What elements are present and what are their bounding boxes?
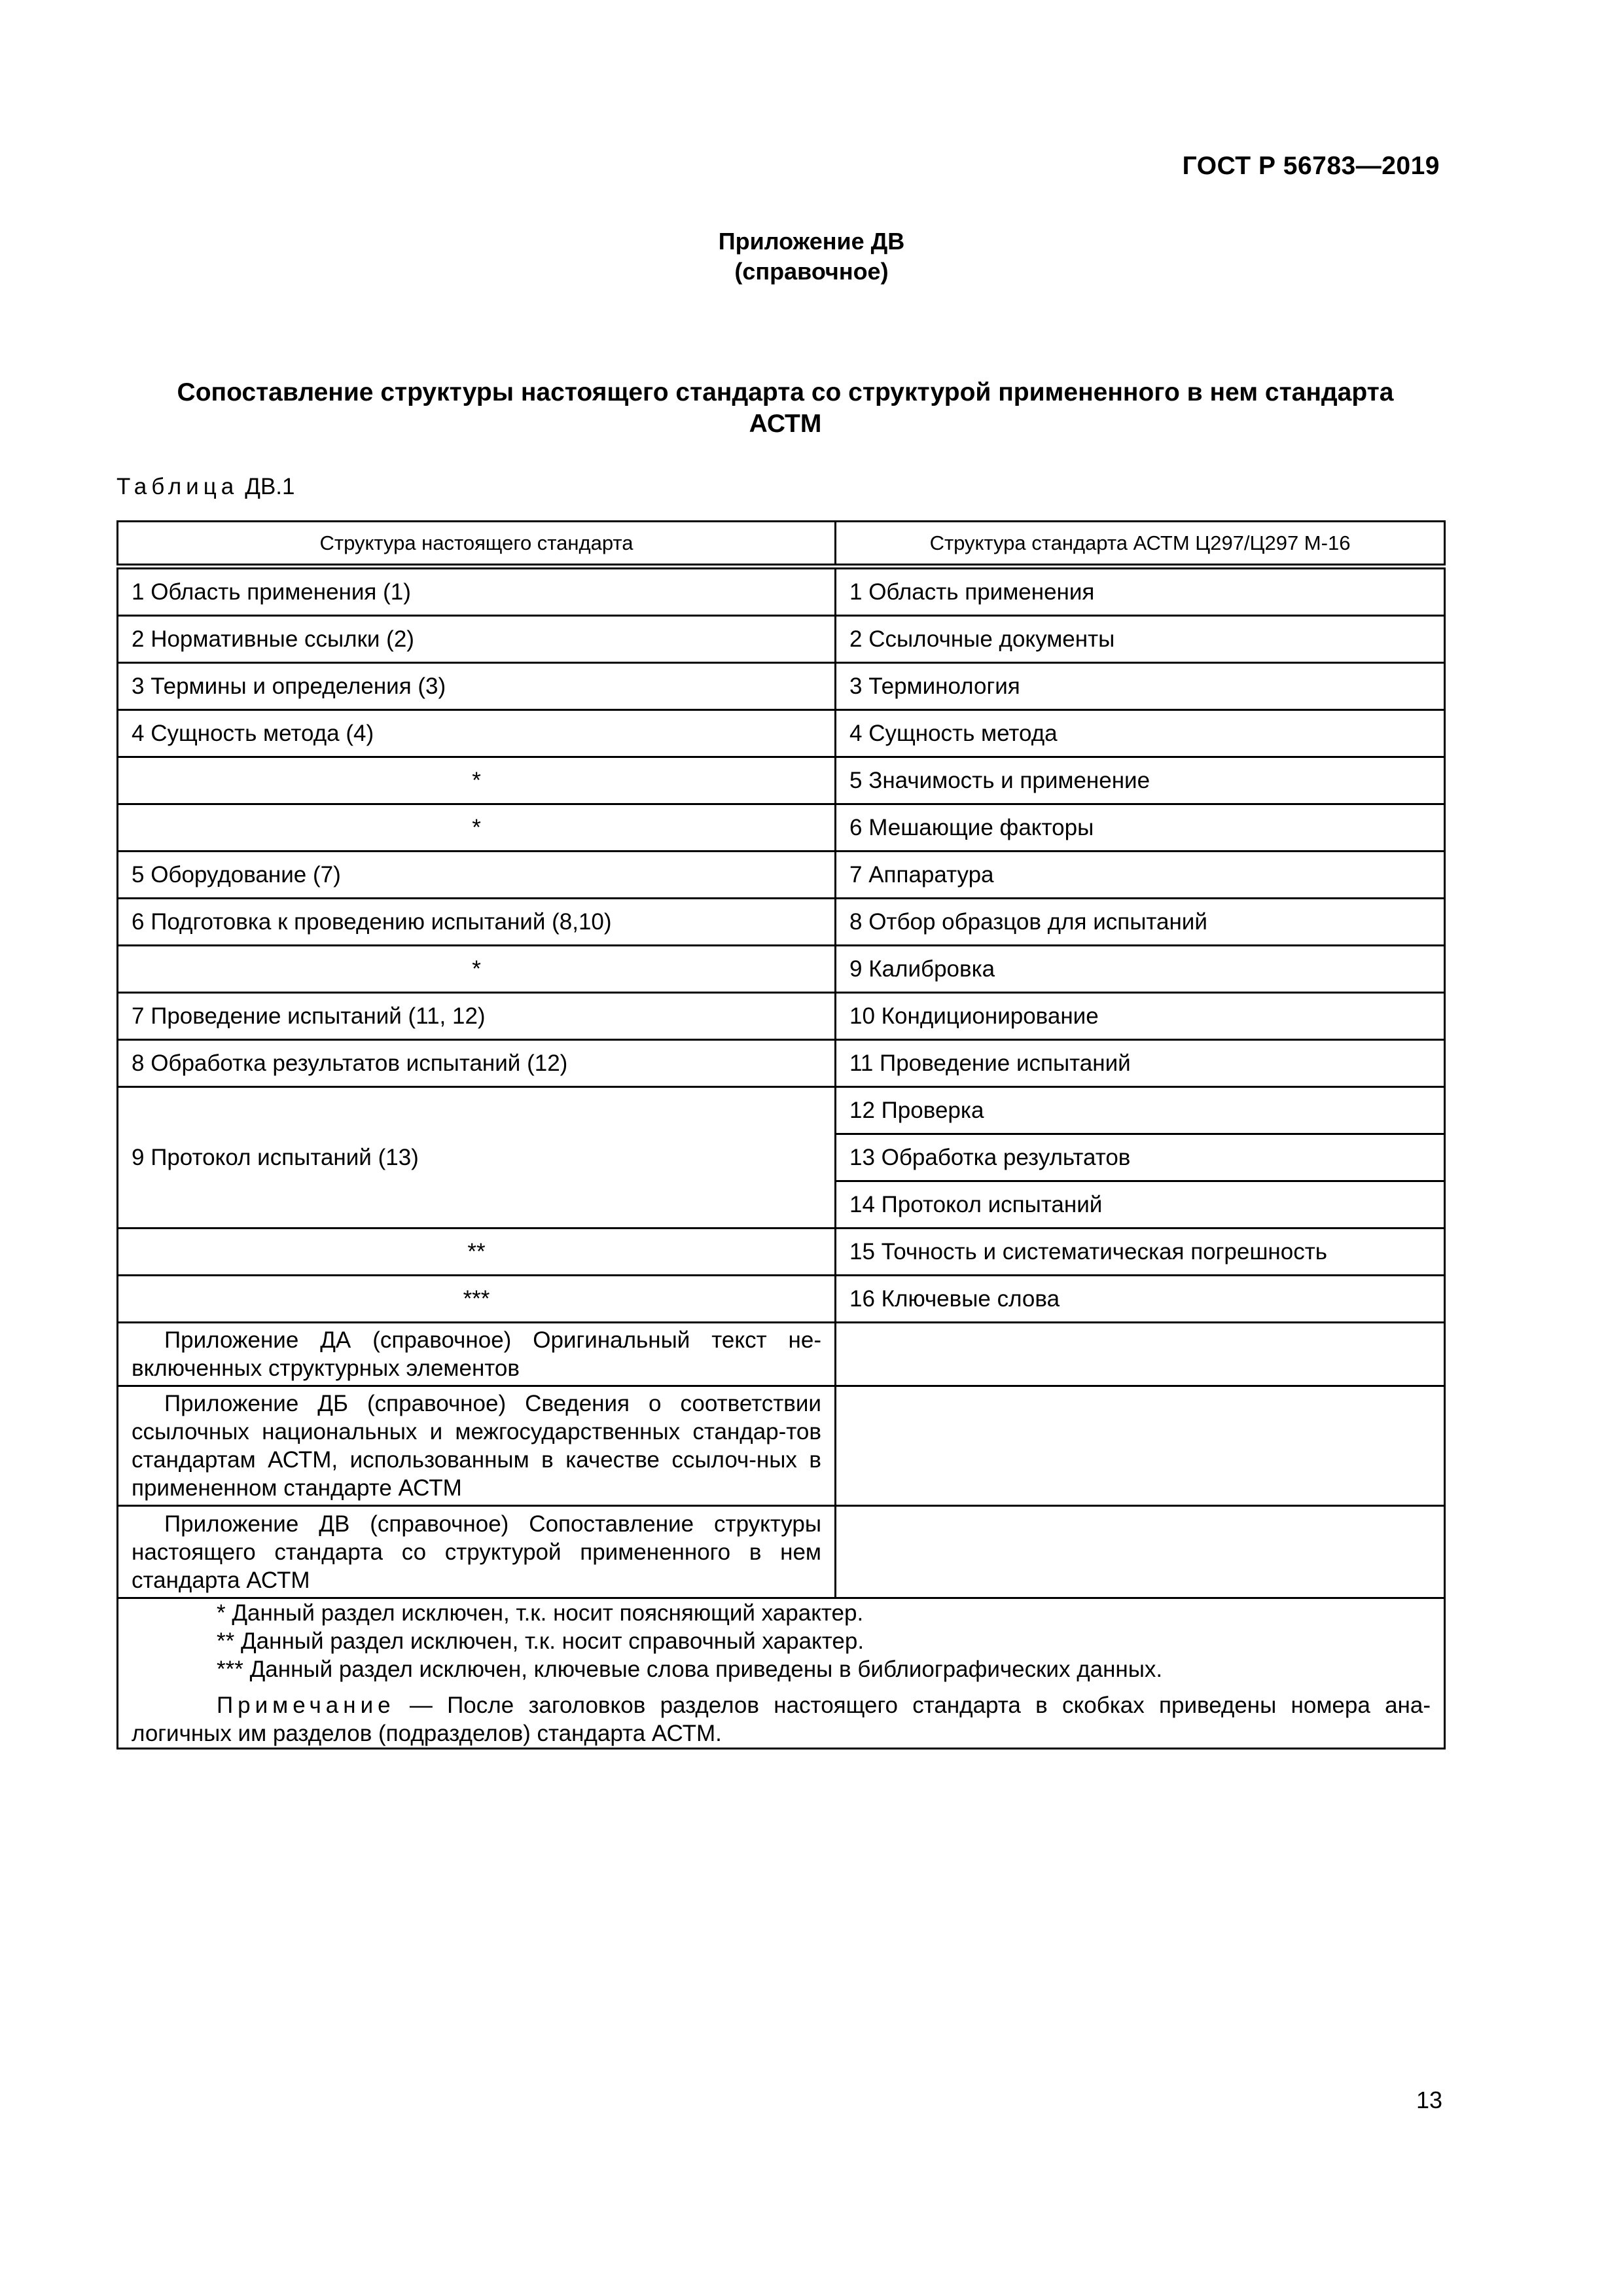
cell-left-excluded: * [118,804,836,852]
cell-annex: Приложение ДА (справочное) Оригинальный текст не-включенных структурных элементов [118,1323,836,1386]
header-astm-standard: Структура стандарта АСТМ Ц297/Ц297 М-16 [836,522,1445,567]
table-notes-row [118,1598,1445,1749]
cell-right: 12 Проверка [836,1087,1445,1134]
cell-right: 5 Значимость и применение [836,757,1445,804]
cell-empty [836,1506,1445,1598]
cell-annex: Приложение ДБ (справочное) Сведения о соответствии ссылочных национальных и межгосударственных стандар-тов стандартам АСТМ, использованным в качестве ссылоч-ных в примененном стандарте АСТМ [118,1386,836,1506]
cell-left-excluded: *** [118,1276,836,1323]
note-label: Примечание [217,1693,395,1718]
table-header-row [118,522,1445,567]
cell-left: 4 Сущность метода (4) [118,710,836,757]
footnote: * Данный раздел исключен, т.к. носит поясняющий характер. [217,1600,864,1626]
cell-empty [836,1323,1445,1386]
cell-right: 16 Ключевые слова [836,1276,1445,1323]
cell-left-excluded: * [118,946,836,993]
cell-right: 7 Аппаратура [836,852,1445,899]
cell-left: 9 Протокол испытаний (13) [118,1087,836,1229]
table-row [118,804,1445,852]
footnote: *** Данный раздел исключен, ключевые слова приведены в библиографических данных. [217,1657,1163,1682]
table-row [118,1229,1445,1276]
table-row [118,663,1445,710]
cell-right: 4 Сущность метода [836,710,1445,757]
table-label-number: ДВ.1 [245,474,295,499]
table-row [118,1040,1445,1087]
table-row [118,567,1445,616]
section-title: Сопоставление структуры настоящего стандарта со структурой примененного в нем стандарта АСТМ [177,378,1394,438]
footnote: ** Данный раздел исключен, т.к. носит справочный характер. [217,1628,865,1654]
cell-empty [836,1386,1445,1506]
cell-left: 6 Подготовка к проведению испытаний (8,10) [118,899,836,946]
cell-right: 10 Кондиционирование [836,993,1445,1040]
table-row [118,993,1445,1040]
table-row-annex-dv [118,1506,1445,1598]
table-row [118,616,1445,663]
note [132,1691,1431,1748]
cell-annex: Приложение ДВ (справочное) Сопоставление структуры настоящего стандарта со структурой примененного в нем стандарта АСТМ [118,1506,836,1598]
cell-left: 2 Нормативные ссылки (2) [118,616,836,663]
table-row [118,710,1445,757]
table-row [118,899,1445,946]
cell-right: 1 Область применения [836,567,1445,616]
cell-left: 1 Область применения (1) [118,567,836,616]
cell-left: 3 Термины и определения (3) [118,663,836,710]
table-row-annex-da [118,1323,1445,1386]
table-row [118,1087,1445,1134]
cell-left: 5 Оборудование (7) [118,852,836,899]
cell-left-excluded: * [118,757,836,804]
cell-right: 3 Терминология [836,663,1445,710]
cell-right: 6 Мешающие факторы [836,804,1445,852]
header-this-standard: Структура настоящего стандарта [118,522,836,567]
cell-right: 2 Ссылочные документы [836,616,1445,663]
table-row-annex-db [118,1386,1445,1506]
cell-right: 14 Протокол испытаний [836,1181,1445,1229]
cell-left: 7 Проведение испытаний (11, 12) [118,993,836,1040]
cell-right: 13 Обработка результатов [836,1134,1445,1181]
cell-left: 8 Обработка результатов испытаний (12) [118,1040,836,1087]
cell-left-excluded: ** [118,1229,836,1276]
table-row [118,1276,1445,1323]
cell-right: 15 Точность и систематическая погрешность [836,1229,1445,1276]
table-row [118,852,1445,899]
table-label-word: Таблица [116,474,239,499]
cell-right: 11 Проведение испытаний [836,1040,1445,1087]
appendix-subtitle: (справочное) [734,258,889,285]
comparison-table [116,520,1446,1749]
note-text: — После заголовков разделов настоящего стандарта в скобках приведены номера ана-логичных им разделов (подразделов) стандарта АСТМ. [132,1693,1431,1746]
cell-right: 9 Калибровка [836,946,1445,993]
appendix-title: Приложение ДВ [718,228,905,255]
table-row [118,946,1445,993]
document-code: ГОСТ Р 56783—2019 [1182,152,1440,180]
table-notes [118,1598,1445,1749]
cell-right: 8 Отбор образцов для испытаний [836,899,1445,946]
table-row [118,757,1445,804]
page-number: 13 [1416,2087,1442,2113]
table-label [116,473,294,501]
